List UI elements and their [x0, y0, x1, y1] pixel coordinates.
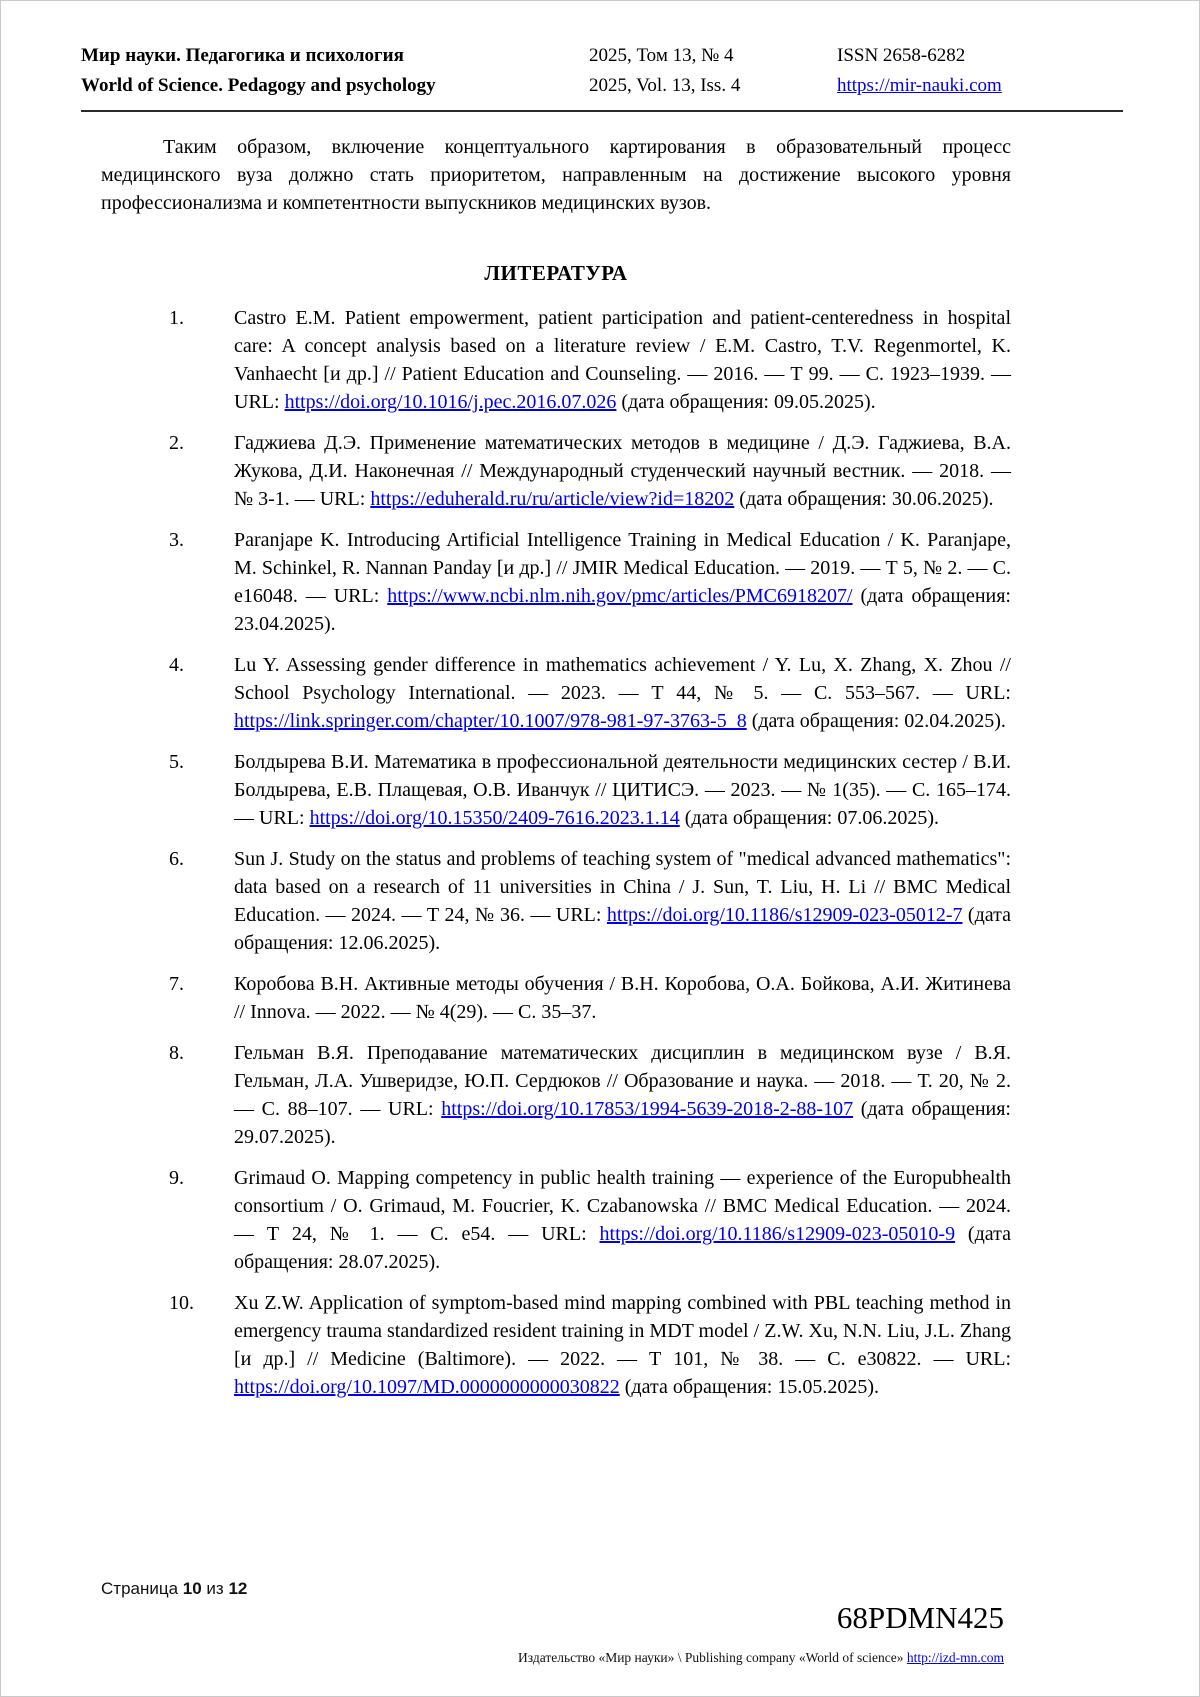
reference-item — [101, 526, 1011, 638]
issue-info-block — [589, 41, 837, 101]
reference-text: Castro E.M. Patient empowerment, patient participation and patient-centeredness in hospital care: A concept analysis based on a literature review / E.M. Castro, T.V. Regenmortel, K. Vanhaecht [и др.] // Patient Education and Counseling. — 2016. — Т 99. — С. 1923–1939. — URL: https://doi.org/10.1016/j.pec.2016.07.026 (дата обращения: 09.05.2025). — [234, 307, 1011, 413]
page-number-current: 10 — [182, 1579, 202, 1598]
reference-text: Paranjape K. Introducing Artificial Intelligence Training in Medical Education / K. Paranjape, M. Schinkel, R. Nannan Panday [и др.] // JMIR Medical Education. — 2019. — Т 5, № 2. — С. e16048. — URL: https://www.ncbi.nlm.nih.gov/pmc/articles/PMC6918207/ (дата обращения: 23.04.2025). — [234, 529, 1011, 635]
reference-item — [101, 1289, 1011, 1401]
page-number-label: Страница — [101, 1579, 183, 1598]
reference-item — [101, 304, 1011, 416]
conclusion-paragraph: Таким образом, включение концептуального картирования в образовательный процесс медицинского вуза должно стать приоритетом, направленным на достижение высокого уровня профессионализма и компетентности выпускников медицинских вузов. — [101, 136, 1011, 214]
reference-text: Коробова В.Н. Активные методы обучения / В.Н. Коробова, О.А. Бойкова, А.И. Житинева // Innova. — 2022. — № 4(29). — С. 35–37. — [234, 973, 1011, 1023]
reference-item — [101, 651, 1011, 735]
publisher-text: Издательство «Мир науки» \ Publishing company «World of science» — [518, 1650, 907, 1665]
document-body — [101, 133, 1011, 1414]
journal-site-link[interactable]: https://mir-nauki.com — [837, 75, 1002, 96]
reference-link[interactable]: https://doi.org/10.17853/1994-5639-2018-2-88-107 — [441, 1098, 854, 1120]
reference-number: 9. — [169, 1167, 184, 1189]
reference-number: 8. — [169, 1042, 184, 1064]
reference-link[interactable]: https://doi.org/10.1186/s12909-023-05012-7 — [606, 904, 963, 926]
reference-item — [101, 748, 1011, 832]
references-heading: ЛИТЕРАТУРА — [484, 261, 628, 285]
references-list — [101, 304, 1011, 1401]
reference-item — [101, 429, 1011, 513]
reference-link[interactable]: https://link.springer.com/chapter/10.1007/978-981-97-3763-5_8 — [234, 710, 747, 732]
issue-info-en: 2025, Vol. 13, Iss. 4 — [589, 75, 741, 96]
issue-info-ru: 2025, Том 13, № 4 — [589, 45, 734, 66]
reference-link[interactable]: https://www.ncbi.nlm.nih.gov/pmc/articles/PMC6918207/ — [387, 585, 853, 607]
reference-text: Болдырева В.И. Математика в профессиональной деятельности медицинских сестер / В.И. Болдырева, Е.В. Плащевая, О.В. Иванчук // ЦИТИСЭ. — 2023. — № 1(35). — С. 165–174. — URL: https://doi.org/10.15350/2409-7616.2023.1.14 (дата обращения: 07.06.2025). — [234, 751, 1011, 829]
journal-title-en: World of Science. Pedagogy and psychology — [81, 75, 436, 96]
reference-link[interactable]: https://eduherald.ru/ru/article/view?id=18202 — [370, 488, 735, 510]
journal-header — [81, 41, 1123, 112]
reference-item — [101, 970, 1011, 1026]
journal-title-ru: Мир науки. Педагогика и психология — [81, 45, 404, 66]
reference-text: Sun J. Study on the status and problems of teaching system of "medical advanced mathematics": data based on a research of 11 universities in China / J. Sun, T. Liu, H. Li // BMC Medical Education. — 2024. — Т 24, № 36. — URL: https://doi.org/10.1186/s12909-023-05012-7 (дата обращения: 12.06.2025). — [234, 848, 1011, 954]
journal-title-block — [81, 41, 589, 101]
reference-number: 7. — [169, 973, 184, 995]
reference-number: 4. — [169, 654, 184, 676]
reference-link[interactable]: https://doi.org/10.1016/j.pec.2016.07.026 — [284, 391, 617, 413]
reference-item — [101, 1164, 1011, 1276]
reference-item — [101, 1039, 1011, 1151]
reference-number: 3. — [169, 529, 184, 551]
issn-block — [837, 41, 1123, 101]
document-code: 68PDMN425 — [836, 1600, 1004, 1635]
reference-text: Grimaud O. Mapping competency in public health training — experience of the Europubhealth consortium / O. Grimaud, M. Foucrier, K. Czabanowska // BMC Medical Education. — 2024. — Т 24, № 1. — С. e54. — URL: https://doi.org/10.1186/s12909-023-05010-9 (дата обращения: 28.07.2025). — [234, 1167, 1011, 1273]
page-number — [101, 1579, 247, 1599]
reference-link[interactable]: https://doi.org/10.15350/2409-7616.2023.1.14 — [309, 807, 680, 829]
reference-number: 1. — [169, 307, 184, 329]
page-number-total: 12 — [228, 1579, 248, 1598]
reference-link[interactable]: https://doi.org/10.1097/MD.0000000000030822 — [234, 1376, 620, 1398]
reference-number: 2. — [169, 432, 184, 454]
publisher-link[interactable]: http://izd-mn.com — [906, 1650, 1004, 1665]
reference-number: 10. — [169, 1292, 194, 1314]
reference-link[interactable]: https://doi.org/10.1186/s12909-023-05010-9 — [599, 1223, 956, 1245]
reference-item — [101, 845, 1011, 957]
page-number-of: из — [201, 1579, 229, 1598]
issn-label: ISSN 2658-6282 — [837, 45, 966, 66]
reference-text: Xu Z.W. Application of symptom-based mind mapping combined with PBL teaching method in emergency trauma standardized resident training in MDT model / Z.W. Xu, N.N. Liu, J.L. Zhang [и др.] // Medicine (Baltimore). — 2022. — Т 101, № 38. — С. e30822. — URL: https://doi.org/10.1097/MD.0000000000030822 (дата обращения: 15.05.2025). — [234, 1292, 1011, 1398]
reference-number: 6. — [169, 848, 184, 870]
reference-text: Гаджиева Д.Э. Применение математических методов в медицине / Д.Э. Гаджиева, В.А. Жукова, Д.И. Наконечная // Международный студенческий научный вестник. — 2018. — № 3-1. — URL: https://eduherald.ru/ru/article/view?id=18202 (дата обращения: 30.06.2025). — [234, 432, 1011, 510]
reference-text: Гельман В.Я. Преподавание математических дисциплин в медицинском вузе / В.Я. Гельман, Л.А. Ушверидзе, Ю.П. Сердюков // Образование и наука. — 2018. — Т. 20, № 2. — С. 88–107. — URL: https://doi.org/10.17853/1994-5639-2018-2-88-107 (дата обращения: 29.07.2025). — [234, 1042, 1011, 1148]
publisher-line — [518, 1649, 1004, 1666]
reference-number: 5. — [169, 751, 184, 773]
reference-text: Lu Y. Assessing gender difference in mathematics achievement / Y. Lu, X. Zhang, X. Zhou // School Psychology International. — 2023. — Т 44, № 5. — С. 553–567. — URL: https://link.springer.com/chapter/10.1007/978-981-97-3763-5_8 (дата обращения: 02.04.2025). — [234, 654, 1011, 732]
